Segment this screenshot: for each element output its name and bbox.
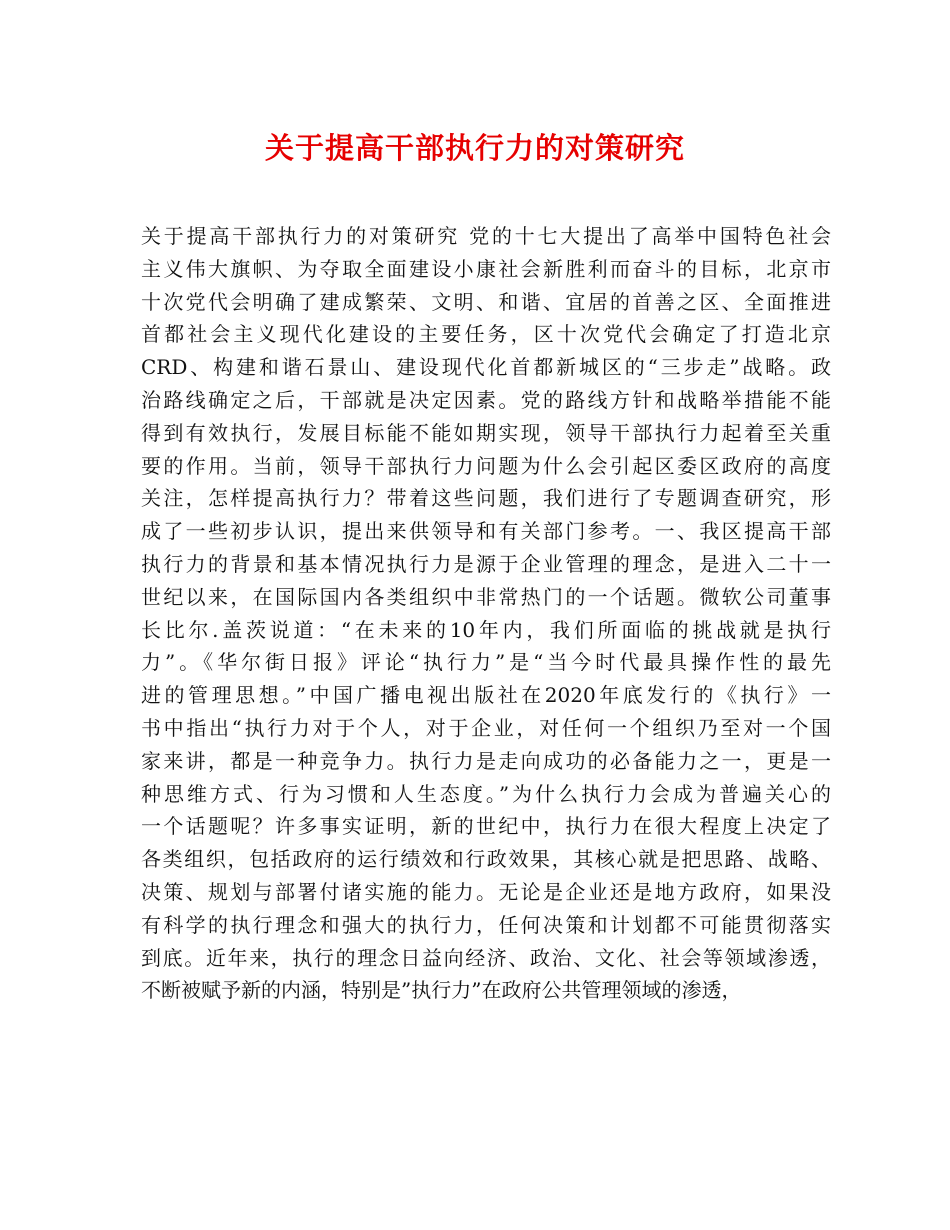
body-text-line: 治路线确定之后，干部就是决定因素。党的路线方针和战略举措能不能	[141, 387, 831, 412]
body-text-line: 得到有效执行，发展目标能不能如期实现，领导干部执行力起着至关重	[141, 420, 831, 445]
body-text-line: 进的管理思想。”中国广播电视出版社在2020年底发行的《执行》一	[141, 683, 831, 708]
body-text-line: 种思维方式、行为习惯和人生态度。”为什么执行力会成为普遍关心的	[141, 781, 831, 806]
body-text-line: 力”。《华尔街日报》评论“执行力”是“当今时代最具操作性的最先	[141, 650, 831, 675]
body-text-line: 关于提高干部执行力的对策研究 党的十七大提出了高举中国特色社会	[141, 224, 831, 248]
body-text-line: 成了一些初步认识，提出来供领导和有关部门参考。一、我区提高干部	[141, 519, 831, 544]
body-text-line: 有科学的执行理念和强大的执行力，任何决策和计划都不可能贯彻落实	[141, 912, 831, 937]
body-text-line: 执行力的背景和基本情况执行力是源于企业管理的理念，是进入二十一	[141, 551, 831, 576]
body-text-line: 决策、规划与部署付诸实施的能力。无论是企业还是地方政府，如果没	[141, 879, 831, 904]
body-text-line: 长比尔.盖茨说道：“在未来的10年内，我们所面临的挑战就是执行	[141, 617, 831, 642]
document-body	[141, 220, 831, 1007]
document-title: 关于提高干部执行力的对策研究	[264, 131, 685, 165]
body-text-line: 家来讲，都是一种竞争力。执行力是走向成功的必备能力之一，更是一	[141, 748, 831, 773]
body-text-line: 各类组织，包括政府的运行绩效和行政效果，其核心就是把思路、战略、	[141, 847, 831, 872]
body-text-line: 到底。近年来，执行的理念日益向经济、政治、文化、社会等领域渗透，	[141, 945, 831, 970]
body-text-line: 不断被赋予新的内涵，特别是”执行力”在政府公共管理领域的渗透，	[141, 978, 742, 1003]
body-text-line: 十次党代会明确了建成繁荣、文明、和谐、宜居的首善之区、全面推进	[141, 289, 831, 314]
body-text-line: 关注，怎样提高执行力？带着这些问题，我们进行了专题调查研究，形	[141, 486, 831, 511]
body-text-line: 主义伟大旗帜、为夺取全面建设小康社会新胜利而奋斗的目标，北京市	[141, 256, 831, 281]
body-text-line: 一个话题呢？许多事实证明，新的世纪中，执行力在很大程度上决定了	[141, 814, 831, 839]
body-text-line: 首都社会主义现代化建设的主要任务，区十次党代会确定了打造北京	[141, 322, 831, 347]
body-text-line: 要的作用。当前，领导干部执行力问题为什么会引起区委区政府的高度	[141, 453, 831, 478]
body-text-line: 世纪以来，在国际国内各类组织中非常热门的一个话题。微软公司董事	[141, 584, 831, 609]
body-text-line: CRD、构建和谐石景山、建设现代化首都新城区的“三步走”战略。政	[141, 355, 831, 380]
body-text-line: 书中指出“执行力对于个人，对于企业，对任何一个组织乃至对一个国	[141, 715, 831, 740]
